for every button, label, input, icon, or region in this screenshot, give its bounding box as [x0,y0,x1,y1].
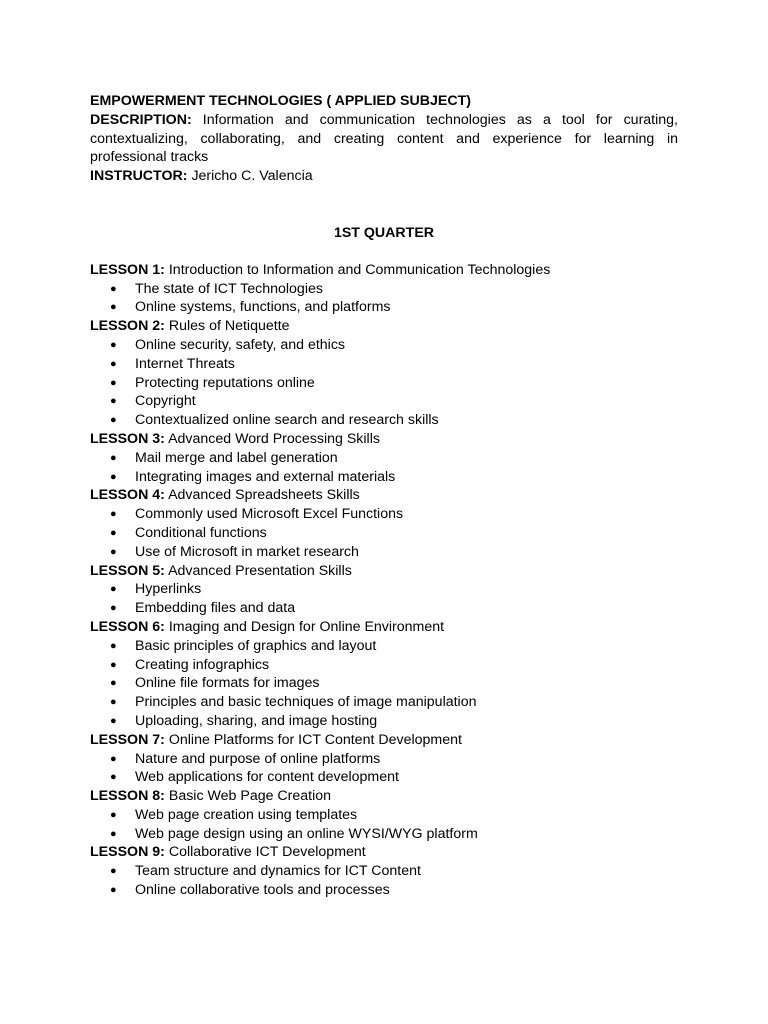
topic-text: Online collaborative tools and processes [135,882,390,899]
bullet-icon: ● [110,282,117,295]
topic-item [90,280,678,299]
topic-item [90,543,678,562]
topic-text: Online file formats for images [135,675,320,692]
topic-list [90,505,678,561]
description-paragraph [90,111,678,167]
bullet-icon: ● [110,301,117,314]
bullet-icon: ● [110,752,117,765]
lesson-title: Online Platforms for ICT Content Development [168,731,462,748]
lesson-label: LESSON 9: [90,844,165,861]
topic-item [90,449,678,468]
topic-item [90,637,678,656]
topic-text: Uploading, sharing, and image hosting [135,712,378,729]
lesson-label: LESSON 6: [90,618,165,635]
topic-item [90,374,678,393]
topic-list [90,449,678,487]
bullet-icon: ● [110,376,117,389]
instructor-name: Jericho C. Valencia [191,168,313,185]
bullet-icon: ● [110,808,117,821]
subject-title: EMPOWERMENT TECHNOLOGIES ( APPLIED SUBJECT) [90,93,471,109]
bullet-icon: ● [110,357,117,370]
bullet-icon: ● [110,470,117,483]
topic-item [90,336,678,355]
topic-text: Online systems, functions, and platforms [135,299,391,316]
topic-item [90,712,678,731]
topic-item [90,862,678,881]
lesson-heading [90,562,678,581]
topic-list [90,280,678,318]
lesson-heading [90,843,678,862]
bullet-icon: ● [110,583,117,596]
bullet-icon: ● [110,714,117,727]
topic-text: Hyperlinks [135,581,202,598]
lesson-label: LESSON 8: [90,788,165,805]
topic-text: Principles and basic techniques of image manipulation [135,694,477,711]
topic-item [90,392,678,411]
topic-item [90,674,678,693]
topic-item [90,693,678,712]
topic-text: Internet Threats [135,355,235,372]
topic-item [90,355,678,374]
topic-text: Mail merge and label generation [135,449,338,466]
topic-item [90,524,678,543]
bullet-icon: ● [110,508,117,521]
lesson-label: LESSON 7: [90,731,165,748]
topic-text: Creating infographics [135,656,270,673]
topic-text: The state of ICT Technologies [135,280,323,297]
topic-text: Use of Microsoft in market research [135,543,359,560]
lesson-heading [90,618,678,637]
topic-text: Web page design using an online WYSI/WYG platform [135,825,478,842]
lesson-heading [90,430,678,449]
lesson-title: Advanced Word Processing Skills [168,430,380,447]
topic-text: Commonly used Microsoft Excel Functions [135,506,404,523]
lesson-label: LESSON 4: [90,487,165,504]
topic-item [90,298,678,317]
lesson-heading [90,787,678,806]
lesson-heading [90,317,678,336]
topic-text: Copyright [135,393,196,410]
topic-item [90,750,678,769]
bullet-icon: ● [110,865,117,878]
topic-item [90,881,678,900]
topic-list [90,862,678,900]
lesson-heading [90,261,678,280]
topic-text: Contextualized online search and research skills [135,412,439,429]
lesson-title: Basic Web Page Creation [168,788,332,805]
topic-list [90,750,678,788]
topic-list [90,637,678,731]
bullet-icon: ● [110,658,117,671]
bullet-icon: ● [110,639,117,652]
bullet-icon: ● [110,771,117,784]
lesson-title: Introduction to Information and Communication Technologies [168,261,551,278]
bullet-icon: ● [110,451,117,464]
bullet-icon: ● [110,696,117,709]
bullet-icon: ● [110,526,117,539]
description-text: Information and communication technologies as a tool for curating, contextualizing, collaborating, and creating content and experience for learning in professional tracks [90,111,678,166]
bullet-icon: ● [110,545,117,558]
quarter-heading: 1ST QUARTER [333,224,435,241]
topic-list [90,580,678,618]
bullet-icon: ● [110,602,117,615]
topic-text: Integrating images and external materials [135,468,396,485]
topic-item [90,599,678,618]
lesson-title: Advanced Spreadsheets Skills [168,487,360,504]
instructor-line [90,167,678,186]
topic-text: Team structure and dynamics for ICT Content [135,863,421,880]
document-page [90,92,678,900]
topic-text: Embedding files and data [135,600,296,617]
bullet-icon: ● [110,677,117,690]
topic-text: Nature and purpose of online platforms [135,750,381,767]
topic-item [90,411,678,430]
topic-item [90,825,678,844]
lesson-title: Advanced Presentation Skills [168,562,352,579]
topic-item [90,468,678,487]
topic-text: Web page creation using templates [135,806,358,823]
topic-text: Online security, safety, and ethics [135,336,346,353]
topic-text: Web applications for content development [135,769,399,786]
lesson-title: Collaborative ICT Development [168,844,366,861]
description-label: DESCRIPTION: [90,111,192,128]
topic-item [90,656,678,675]
lesson-list [90,261,678,900]
topic-item [90,768,678,787]
topic-text: Protecting reputations online [135,374,315,391]
instructor-label: INSTRUCTOR: [90,168,188,185]
lesson-label: LESSON 3: [90,430,165,447]
topic-text: Basic principles of graphics and layout [135,637,377,654]
topic-item [90,806,678,825]
lesson-heading [90,486,678,505]
bullet-icon: ● [110,414,117,427]
topic-text: Conditional functions [135,524,267,541]
lesson-title: Imaging and Design for Online Environment [168,618,445,635]
topic-list [90,806,678,844]
topic-item [90,580,678,599]
lesson-title: Rules of Netiquette [168,318,290,335]
lesson-heading [90,731,678,750]
lesson-label: LESSON 2: [90,318,165,335]
bullet-icon: ● [110,338,117,351]
lesson-label: LESSON 5: [90,562,165,579]
bullet-icon: ● [110,395,117,408]
bullet-icon: ● [110,827,117,840]
bullet-icon: ● [110,884,117,897]
topic-list [90,336,678,430]
topic-item [90,505,678,524]
lesson-label: LESSON 1: [90,261,165,278]
